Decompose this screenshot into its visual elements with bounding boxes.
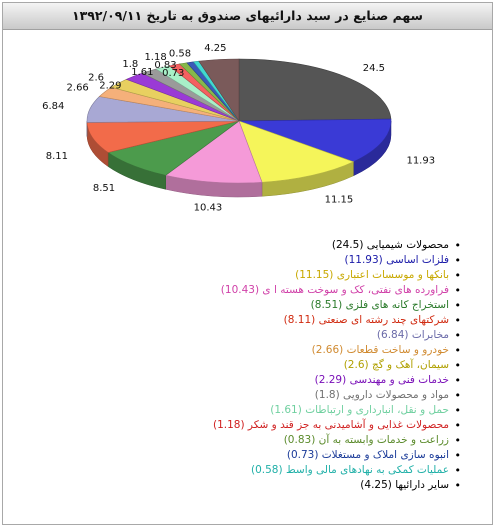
legend-value: (24.5): [331, 239, 364, 251]
legend-value: (1.18): [212, 419, 245, 431]
pie-value-label-14: 0.83: [154, 60, 177, 72]
legend-value: (0.83): [283, 434, 316, 446]
legend-item[interactable]: [183, 389, 463, 402]
legend-label: محصولات شیمیایی: [363, 239, 449, 251]
legend-label: شرکتهای چند رشته ای صنعتی: [315, 314, 449, 326]
legend-label: محصولات غذایی و آشامیدنی به جز قند و شکر: [244, 419, 449, 431]
legend-bullet-icon: •: [454, 479, 461, 492]
legend-value: (1.8): [314, 389, 340, 401]
legend-bullet-icon: •: [454, 269, 461, 282]
chart-title-bar: [3, 3, 492, 30]
pie-value-label-8: 2.66: [66, 82, 89, 94]
legend-value: (4.25): [360, 479, 392, 491]
legend-label: مخابرات: [408, 329, 449, 341]
legend-label: سایر دارائیها: [391, 479, 449, 491]
legend-item[interactable]: [183, 344, 463, 357]
legend-value: (0.58): [251, 464, 283, 476]
legend-value: (1.61): [270, 404, 302, 416]
pie-value-label-2: 11.93: [406, 155, 436, 167]
legend-value: (11.93): [344, 254, 383, 266]
legend-bullet-icon: •: [454, 404, 461, 417]
pie-value-label-17: 4.25: [204, 43, 227, 55]
legend-item[interactable]: [183, 374, 463, 387]
pie-value-label-4: 10.43: [193, 202, 223, 214]
pie-value-label-10: 2.29: [99, 80, 122, 92]
legend-bullet-icon: •: [454, 434, 461, 447]
chart-title: سهم صنایع در سبد دارائیهای صندوق به تاریخ ۱۳۹۲/۰۹/۱۱: [72, 8, 423, 23]
legend-value: (6.84): [376, 329, 409, 341]
legend-label: خودرو و ساخت قطعات: [343, 344, 449, 356]
legend-bullet-icon: •: [454, 239, 461, 252]
legend-bullet-icon: •: [454, 284, 461, 297]
pie-value-label-7: 6.84: [42, 101, 65, 113]
legend-value: (11.15): [295, 269, 334, 281]
legend-bullet-icon: •: [454, 449, 461, 462]
legend-item[interactable]: [183, 269, 463, 282]
pie-value-label-9: 2.6: [88, 72, 105, 84]
legend-value: (10.43): [220, 284, 260, 296]
legend-item[interactable]: [183, 479, 463, 492]
legend-bullet-icon: •: [454, 419, 461, 432]
legend-label: انبوه سازی املاک و مستغلات: [318, 449, 449, 461]
legend-item[interactable]: [183, 284, 463, 297]
legend-value: (2.66): [311, 344, 344, 356]
pie-chart: [3, 29, 492, 239]
legend-value: (8.11): [283, 314, 316, 326]
legend-value: (2.6): [343, 359, 369, 371]
legend-value: (8.51): [310, 299, 343, 311]
legend-label: مواد و محصولات دارویی: [339, 389, 449, 401]
legend-label: خدمات فنی و مهندسی: [346, 374, 449, 386]
pie-value-label-5: 8.51: [92, 183, 116, 195]
legend-label: عملیات کمکی به نهادهای مالی واسط: [282, 464, 449, 476]
legend-bullet-icon: •: [454, 299, 461, 312]
legend-label: استخراج کانه های فلزی: [342, 299, 449, 311]
chart-panel: [2, 2, 493, 525]
legend-label: سیمان، آهک و گچ: [368, 359, 449, 371]
legend-item[interactable]: [183, 239, 463, 252]
legend-bullet-icon: •: [454, 329, 461, 342]
pie-value-label-13: 1.18: [144, 52, 167, 64]
pie-value-label-15: 0.73: [162, 68, 185, 80]
legend-label: فراورده های نفتی، کک و سوخت هسته ا ی: [259, 284, 449, 296]
legend-label: بانکها و موسسات اعتباری: [333, 269, 449, 281]
legend-label: زراعت و خدمات وابسته به آن: [315, 434, 449, 446]
legend-bullet-icon: •: [454, 314, 461, 327]
pie-value-label-1: 24.5: [362, 62, 386, 74]
legend-item[interactable]: [183, 329, 463, 342]
legend-item[interactable]: [183, 404, 463, 417]
pie-value-label-12: 1.61: [131, 67, 154, 79]
legend-item[interactable]: [183, 314, 463, 327]
legend-bullet-icon: •: [454, 374, 461, 387]
legend-item[interactable]: [183, 449, 463, 462]
legend-bullet-icon: •: [454, 389, 461, 402]
legend-value: (2.29): [314, 374, 347, 386]
pie-value-label-6: 8.11: [45, 150, 68, 162]
legend-value: (0.73): [286, 449, 319, 461]
pie-value-label-3: 11.15: [324, 194, 354, 206]
legend-item[interactable]: [183, 419, 463, 432]
legend-item[interactable]: [183, 359, 463, 372]
legend-item[interactable]: [183, 254, 463, 267]
legend-item[interactable]: [183, 299, 463, 312]
chart-legend: [183, 239, 463, 494]
legend-bullet-icon: •: [454, 464, 461, 477]
legend-label: حمل و نقل، انبارداری و ارتباطات: [301, 404, 449, 416]
legend-bullet-icon: •: [454, 359, 461, 372]
legend-bullet-icon: •: [454, 344, 461, 357]
legend-bullet-icon: •: [454, 254, 461, 267]
legend-item[interactable]: [183, 464, 463, 477]
pie-value-label-11: 1.8: [122, 59, 139, 71]
pie-value-label-16: 0.58: [168, 48, 192, 60]
legend-item[interactable]: [183, 434, 463, 447]
legend-label: فلزات اساسی: [382, 254, 449, 266]
